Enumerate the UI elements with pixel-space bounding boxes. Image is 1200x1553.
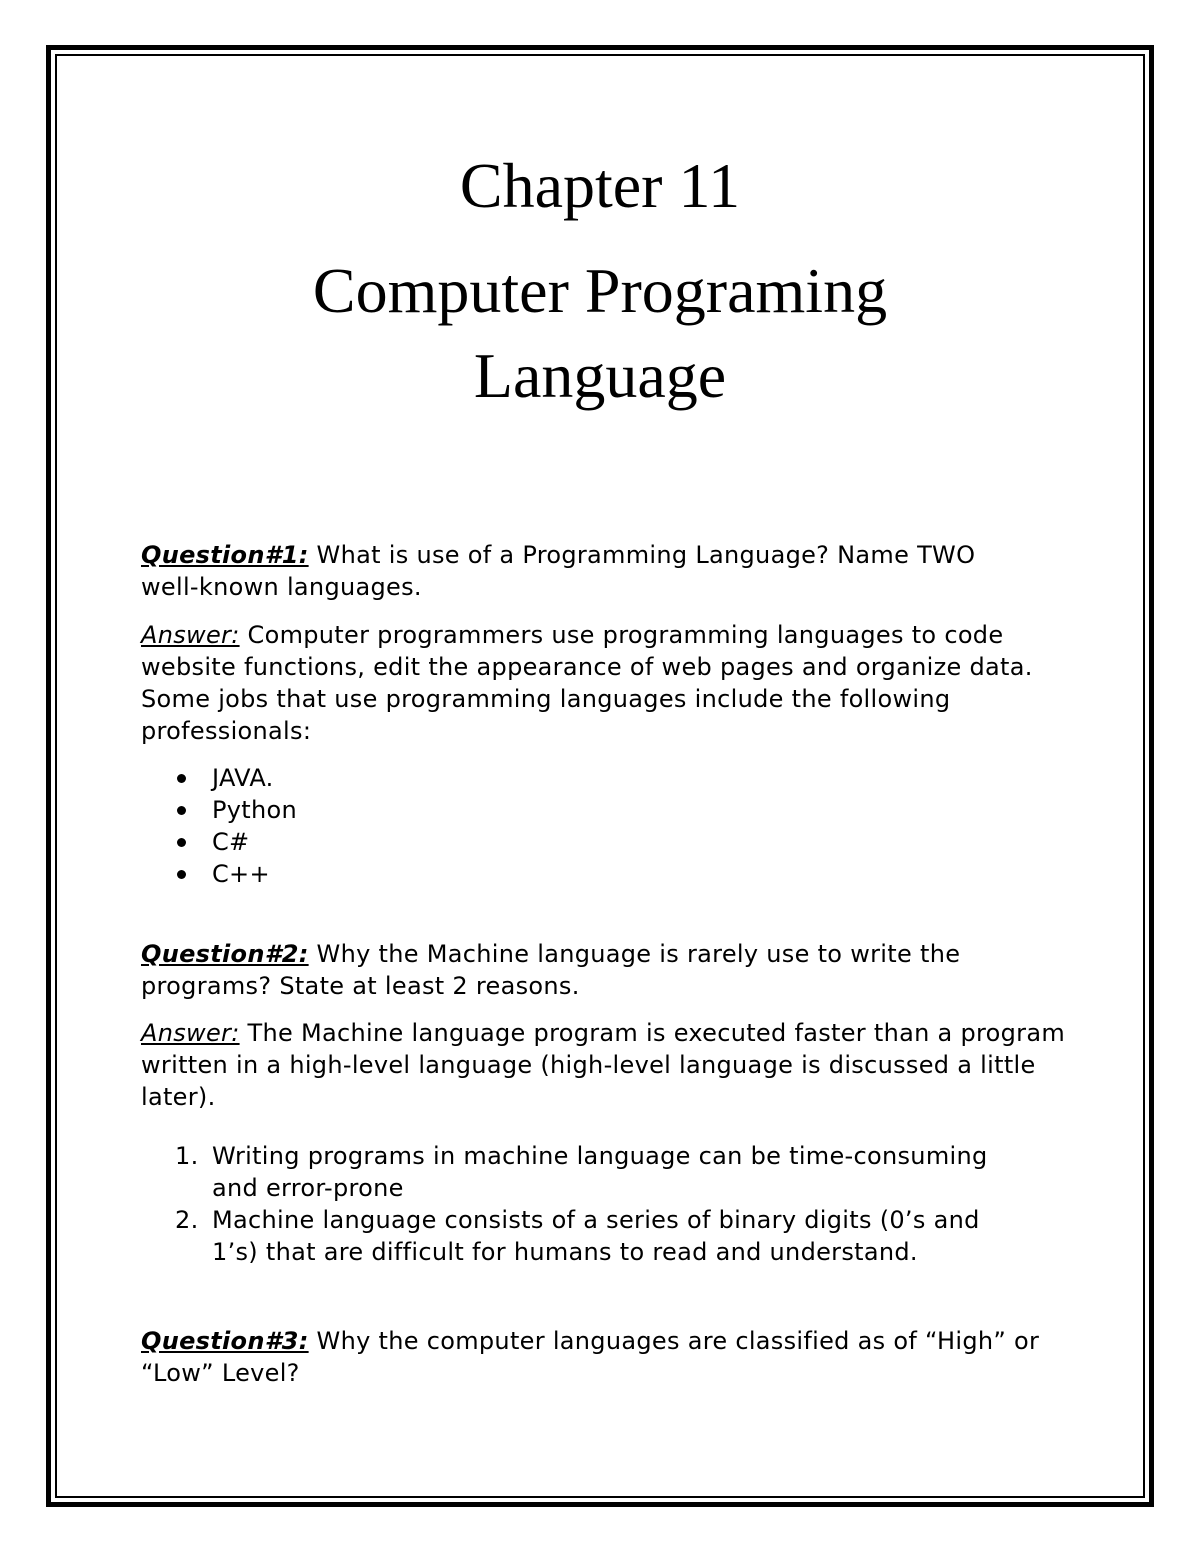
question-2-label: Question#2:: [141, 940, 309, 968]
reason-text: Writing programs in machine language can be time-consuming and error-prone: [212, 1142, 988, 1202]
language-item-text: C#: [212, 828, 250, 856]
list-item: [141, 1140, 1012, 1204]
bullet-icon: [177, 806, 186, 815]
language-item-text: C++: [212, 860, 270, 888]
list-item: [141, 826, 297, 858]
list-item: [141, 858, 297, 890]
answer-1-label: Answer:: [141, 621, 240, 649]
answer-2-text: The Machine language program is executed faster than a program written in a high-level language (high-level language is discussed a little later).: [141, 1019, 1066, 1111]
list-number: 1.: [175, 1142, 199, 1170]
language-list: [141, 762, 297, 890]
chapter-subtitle-line2: Language: [473, 340, 727, 411]
list-item: [141, 794, 297, 826]
answer-2: [141, 1017, 1071, 1113]
question-3: [141, 1325, 1041, 1389]
answer-1: [141, 619, 1041, 747]
bullet-icon: [177, 838, 186, 847]
chapter-title: Chapter 11: [459, 150, 741, 221]
reason-text: Machine language consists of a series of binary digits (0’s and 1’s) that are difficult for humans to read and understand.: [212, 1206, 980, 1266]
bullet-icon: [177, 774, 186, 783]
answer-2-label: Answer:: [141, 1019, 240, 1047]
answer-1-text: Computer programmers use programming languages to code website functions, edit the appearance of web pages and organize data. Some jobs that use programming languages include the following professionals:: [141, 621, 1033, 745]
question-3-label: Question#3:: [141, 1327, 309, 1355]
list-number: 2.: [175, 1206, 199, 1234]
question-1: [141, 539, 1021, 603]
language-item-text: Python: [212, 796, 297, 824]
list-item: [141, 762, 297, 794]
question-2-text: Why the Machine language is rarely use to write the programs? State at least 2 reasons.: [141, 940, 961, 1000]
language-item-text: JAVA.: [212, 764, 274, 792]
bullet-icon: [177, 870, 186, 879]
reasons-list: [141, 1140, 1081, 1268]
question-3-text: Why the computer languages are classified as of “High” or “Low” Level?: [141, 1327, 1040, 1387]
question-1-label: Question#1:: [141, 541, 309, 569]
chapter-subtitle-line1: Computer Programing: [312, 255, 888, 326]
list-item: [141, 1204, 1012, 1268]
question-1-text: What is use of a Programming Language? Name TWO well-known languages.: [141, 541, 976, 601]
question-2: [141, 938, 1071, 1002]
